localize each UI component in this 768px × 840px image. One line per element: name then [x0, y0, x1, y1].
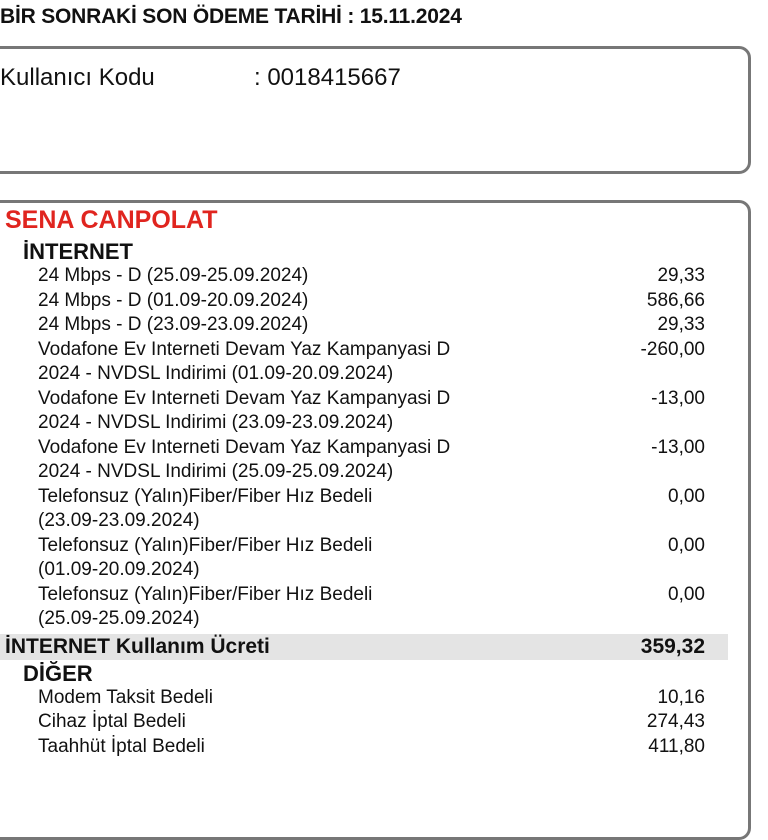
line-item-amount: 0,00	[668, 534, 705, 556]
line-item-desc: Modem Taksit Bedeli	[38, 686, 213, 708]
line-item-amount: -13,00	[651, 436, 705, 458]
line-item-amount: 0,00	[668, 485, 705, 507]
line-item-amount: 29,33	[657, 265, 705, 286]
line-item-amount: 0,00	[668, 583, 705, 605]
internet-total-label: İNTERNET Kullanım Ücreti	[5, 634, 270, 658]
line-item-amount: 586,66	[646, 289, 705, 311]
line-item	[0, 485, 728, 534]
line-item-desc: 24 Mbps - D (23.09-23.09.2024)	[38, 314, 309, 335]
line-item-desc: Telefonsuz (Yalın)Fiber/Fiber Hız Bedeli (25.09-25.09.2024)	[38, 583, 373, 629]
line-item-desc: 24 Mbps - D (25.09-25.09.2024)	[38, 265, 309, 286]
line-item	[0, 735, 728, 760]
line-item	[0, 289, 728, 314]
user-code-label: Kullanıcı Kodu	[0, 64, 155, 91]
user-code-value: : 0018415667	[254, 64, 401, 91]
line-item-desc: Vodafone Ev Interneti Devam Yaz Kampanyasi D 2024 - NVDSL Indirimi (25.09-25.09.2024)	[38, 436, 451, 482]
charges-list	[0, 239, 728, 759]
due-date-label: BİR SONRAKİ SON ÖDEME TARİHİ	[0, 5, 342, 28]
line-item-amount: -260,00	[640, 338, 705, 360]
section-title-other: DİĞER	[23, 660, 93, 686]
line-item-desc: Telefonsuz (Yalın)Fiber/Fiber Hız Bedeli (23.09-23.09.2024)	[38, 485, 373, 531]
line-item	[0, 710, 728, 735]
line-item-desc: Cihaz İptal Bedeli	[38, 711, 186, 732]
line-item-amount: 29,33	[657, 314, 705, 335]
line-item-desc: Telefonsuz (Yalın)Fiber/Fiber Hız Bedeli (01.09-20.09.2024)	[38, 534, 373, 580]
line-item	[0, 338, 728, 387]
customer-name: SENA CANPOLAT	[5, 206, 218, 234]
line-item	[0, 534, 728, 583]
line-item	[0, 387, 728, 436]
line-item	[0, 436, 728, 485]
user-code	[0, 64, 401, 92]
line-item-amount: -13,00	[651, 387, 705, 409]
internet-total-amount: 359,32	[640, 634, 705, 658]
line-item-desc: 24 Mbps - D (01.09-20.09.2024)	[38, 289, 309, 311]
next-due-date	[0, 5, 462, 29]
line-item	[0, 313, 728, 338]
line-item-amount: 411,80	[648, 735, 705, 757]
line-item	[0, 264, 728, 289]
line-item-amount: 10,16	[657, 686, 705, 708]
due-date-value: : 15.11.2024	[347, 5, 462, 28]
line-item	[0, 686, 728, 711]
line-item-desc: Vodafone Ev Interneti Devam Yaz Kampanyasi D 2024 - NVDSL Indirimi (23.09-23.09.2024)	[38, 387, 451, 433]
line-item-desc: Taahhüt İptal Bedeli	[38, 735, 205, 757]
line-item-desc: Vodafone Ev Interneti Devam Yaz Kampanyasi D 2024 - NVDSL Indirimi (01.09-20.09.2024)	[38, 338, 451, 384]
line-item-amount: 274,43	[646, 711, 705, 732]
internet-total-row	[0, 634, 728, 660]
line-item	[0, 583, 728, 632]
section-title-internet: İNTERNET	[23, 239, 133, 264]
